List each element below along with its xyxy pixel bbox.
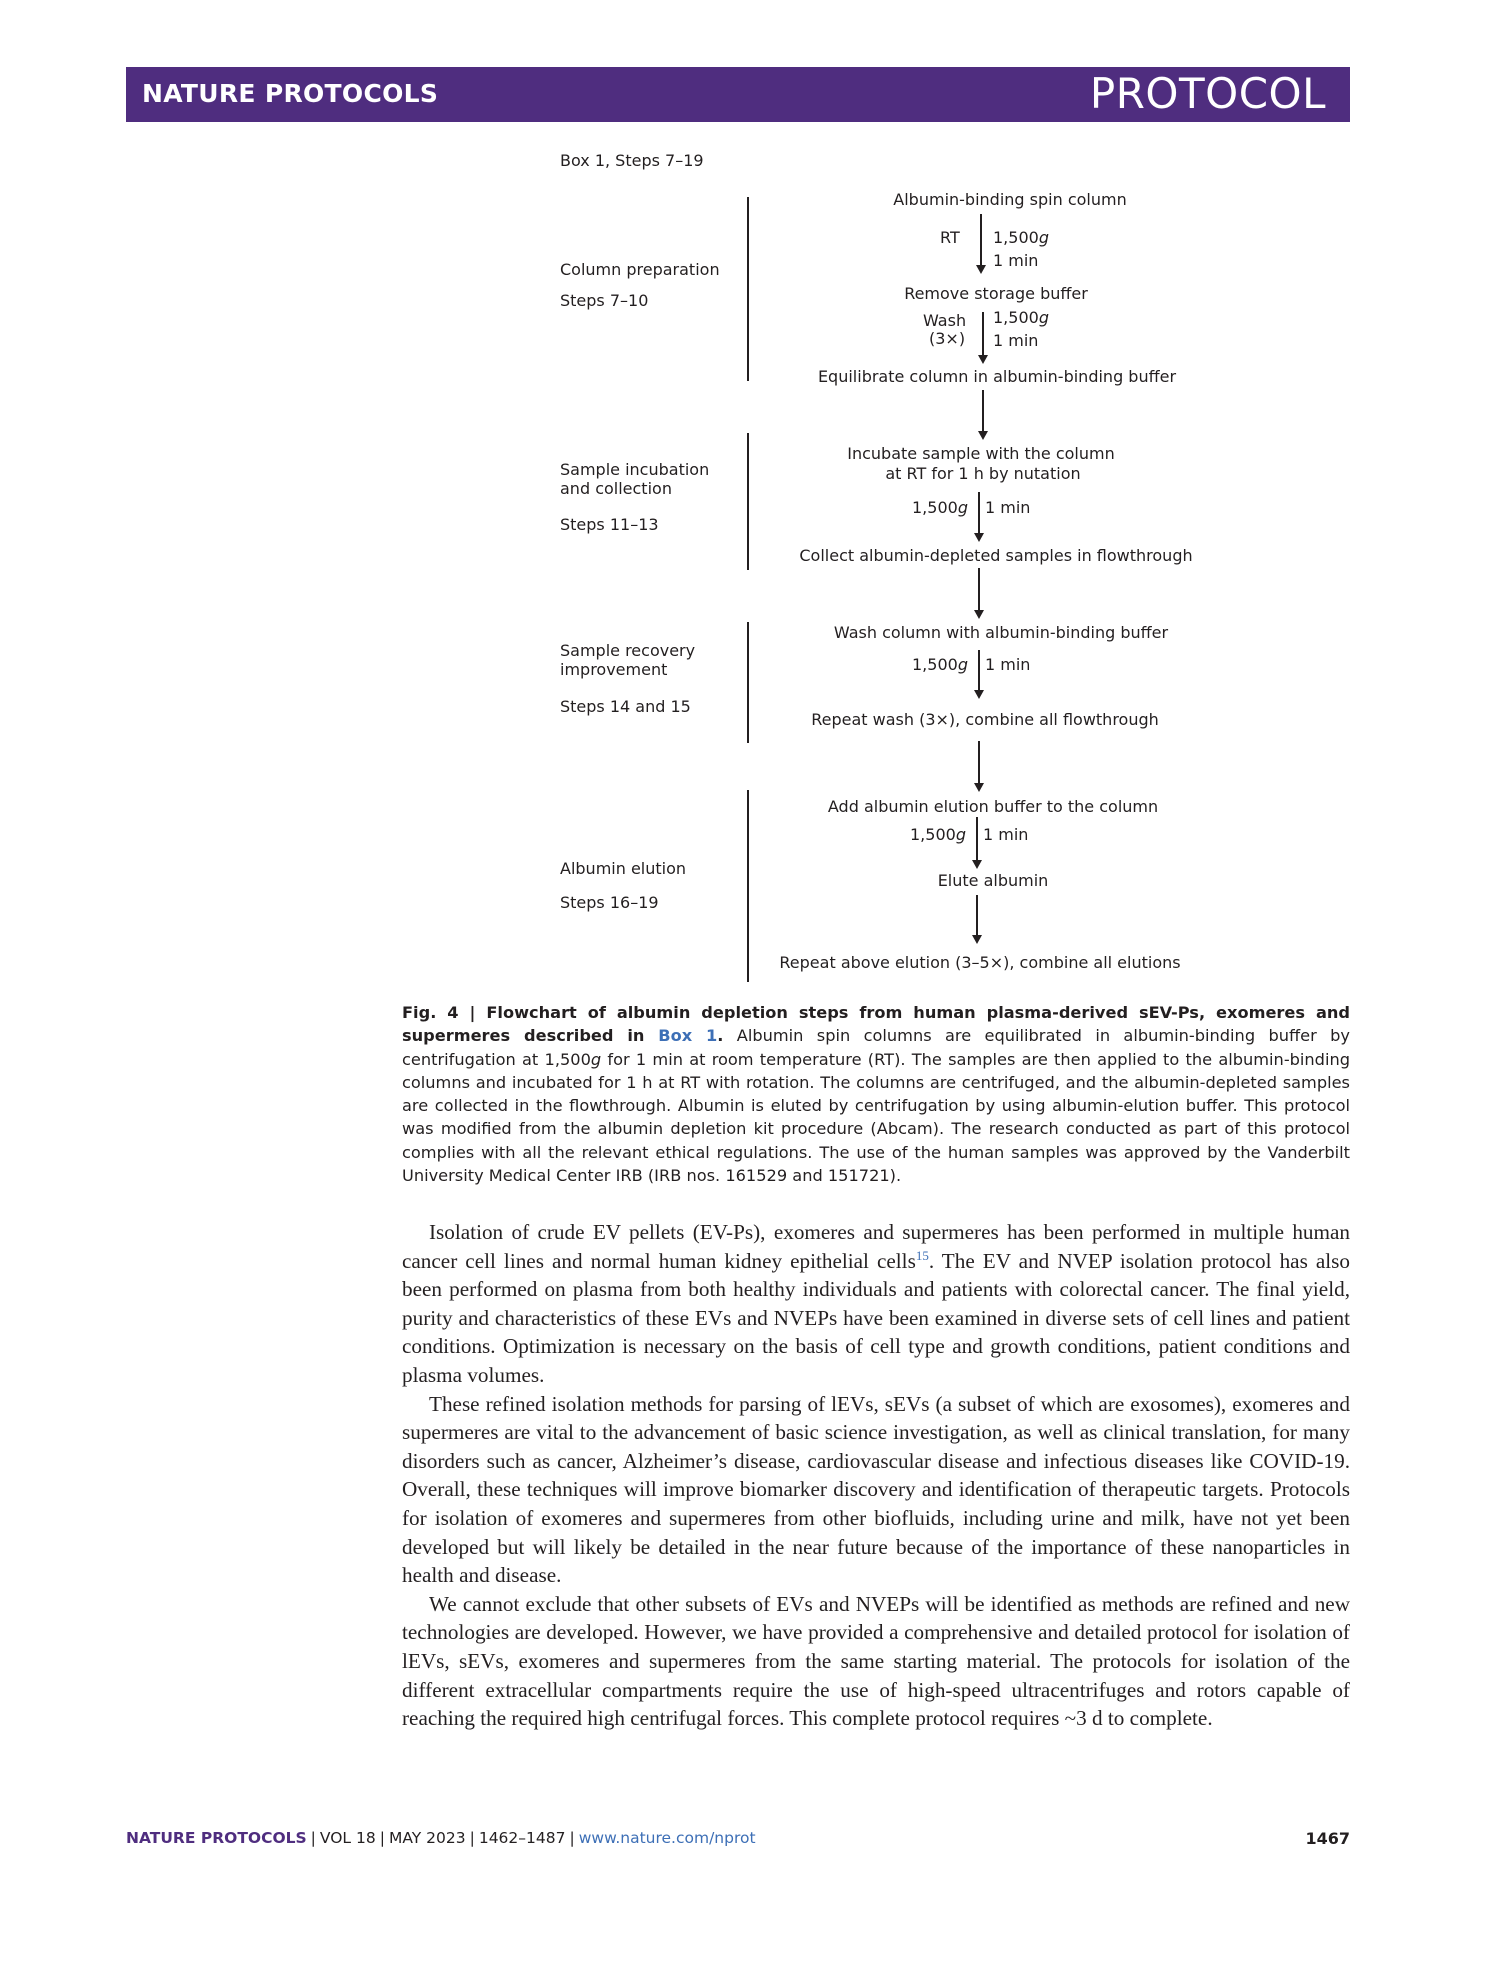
arrow-label: 1,500g [993,308,1049,327]
flow-arrow [976,817,978,867]
flow-node: at RT for 1 h by nutation [885,464,1081,483]
article-type: PROTOCOL [1089,69,1326,118]
arrow-label: 1,500g [993,228,1049,247]
arrow-label: 1 min [985,655,1031,674]
flow-node: Elute albumin [937,871,1049,890]
section-steps: Steps 16–19 [560,893,659,912]
section-steps: Steps 14 and 15 [560,697,691,716]
flow-node: Wash column with albumin-binding buffer [833,623,1169,642]
arrow-label: 1,500g [912,655,968,674]
arrow-label: 1 min [993,251,1039,270]
flow-node: Remove storage buffer [904,284,1088,303]
flow-node: Add albumin elution buffer to the column [827,797,1159,816]
body-text [402,1218,1350,1733]
arrow-label: 1 min [985,498,1031,517]
flow-arrow [978,741,980,790]
paragraph: We cannot exclude that other subsets of EVs and NVEPs will be identified as methods are refined and new technologies are developed. However, we have provided a comprehensive and detailed protocol for isolation of lEVs, sEVs, exomeres and supermeres from the same starting material. The protocols for isolation of the different extracellular compartments require the use of high-speed ultracentrifuges and rotors capable of reaching the required high centrifugal forces. This complete protocol requires ~3 d to complete. [402,1591,1350,1731]
section-divider [747,790,749,982]
flow-node: Repeat wash (3×), combine all flowthrough [811,710,1159,729]
footer-url[interactable]: www.nature.com/nprot [578,1829,756,1847]
flow-arrow [982,390,984,438]
arrow-label: (3×) [929,329,966,348]
arrow-label: 1 min [983,825,1029,844]
arrow-label: 1,500g [910,825,966,844]
flow-arrow [978,650,980,697]
arrow-label: 1 min [993,331,1039,350]
flow-arrow [982,312,984,362]
header-bar [126,67,1350,122]
section-title: Sample recovery [560,641,696,660]
section-divider [747,622,749,743]
arrow-label: RT [940,228,960,247]
flow-node: Collect albumin-depleted samples in flowthrough [799,546,1193,565]
box-link[interactable]: Box 1 [658,1026,718,1046]
section-title: improvement [560,660,668,679]
section-title: Albumin elution [560,859,687,878]
section-divider [747,433,749,570]
section-title: Sample incubation [560,460,710,479]
arrow-label: 1,500g [912,498,968,517]
reference-link[interactable]: 15 [915,1247,929,1263]
footer-date: MAY 2023 [388,1829,466,1847]
footer-volume: VOL 18 [319,1829,376,1847]
flow-arrow [976,895,978,942]
journal-name: NATURE PROTOCOLS [142,79,439,108]
section-divider [747,197,749,381]
paragraph: Isolation of crude EV pellets (EV-Ps), exomeres and supermeres has been performed in multiple human cancer cell lines and normal human kidney epithelial cells$^{15}$. The EV and NVEP isolation protocol has also been performed on plasma from both healthy individuals and patients with colorectal cancer. The final yield, purity and characteristics of these EVs and NVEPs have been examined in diverse sets of cell lines and patient conditions. Optimization is necessary on the basis of cell type and growth conditions, patient conditions and plasma volumes. [402,1220,1350,1387]
flow-arrow [978,568,980,617]
section-title: and collection [560,479,672,498]
flow-node: Repeat above elution (3–5×), combine all elutions [779,953,1181,972]
figure-caption: Fig. 4 | Flowchart of albumin depletion steps from human plasma-derived sEV-Ps, exomeres and supermeres described in Box 1. Albumin spin columns are equilibrated in albumin-binding buffer by centrifugation at 1,500g for 1 min at room temperature (RT). The samples are then applied to the albumin-binding columns and incubated for 1 h at RT with rotation. The columns are centrifuged, and the albumin-depleted samples are collected in the flowthrough. Albumin is eluted by centrifugation by using albumin-elution buffer. This protocol was modified from the albumin depletion kit procedure (Abcam). The research conducted as part of this protocol complies with all the relevant ethical regulations. The use of the human samples was approved by the Vanderbilt University Medical Center IRB (IRB nos. 161529 and 151721). [402,1003,1350,1186]
footer-journal: NATURE PROTOCOLS [126,1829,307,1847]
section-steps: Steps 7–10 [560,291,649,310]
box-label: Box 1, Steps 7–19 [560,151,704,170]
footer-pages: 1462–1487 [478,1829,566,1847]
flow-node: Albumin-binding spin column [893,190,1127,209]
flow-node: Equilibrate column in albumin-binding buffer [817,367,1177,386]
flow-arrow [978,492,980,540]
footer: NATURE PROTOCOLS | VOL 18 | MAY 2023 | 1462–1487 | www.nature.com/nprot [126,1829,756,1847]
arrow-label: Wash [923,311,967,330]
section-steps: Steps 11–13 [560,515,659,534]
page-number: 1467 [1305,1829,1350,1848]
flow-arrow [980,214,982,272]
caption-lead: Fig. 4 | Flowchart of albumin depletion steps from human plasma-derived sEV-Ps, exomeres and supermeres described in Box 1. [402,1003,1350,1046]
flow-node: Incubate sample with the column [847,444,1115,463]
paragraph: These refined isolation methods for parsing of lEVs, sEVs (a subset of which are exosomes), exomeres and supermeres are vital to the advancement of basic science investigation, as well as clinical translation, for many disorders such as cancer, Alzheimer’s disease, cardiovascular disease and infectious diseases like COVID-19. Overall, these techniques will improve biomarker discovery and identification of therapeutic targets. Protocols for isolation of exomeres and supermeres from other biofluids, including urine and milk, have not yet been developed but will likely be detailed in the near future because of the importance of these nanoparticles in health and disease. [402,1391,1350,1588]
section-title: Column preparation [560,260,720,279]
